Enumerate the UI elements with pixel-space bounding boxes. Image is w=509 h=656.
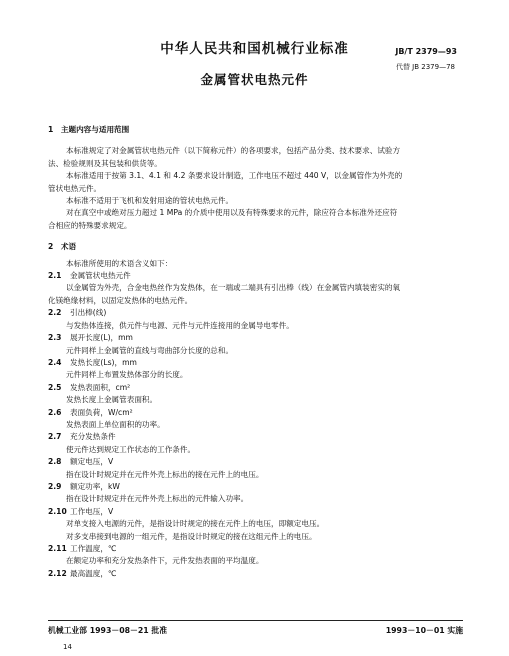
term-definition: 元件同样上金属管的直线与弯曲部分长度的总和。 xyxy=(66,345,234,355)
term-2-7: 2.7 充分发热条件 xyxy=(48,432,116,442)
term-2-4: 2.4 发热长度(Ls)，mm xyxy=(48,357,137,367)
approval-date: 机械工业部 1993－08－21 批准 xyxy=(48,626,168,635)
term-2-1: 2.1 金属管状电热元件 xyxy=(48,271,131,281)
paragraph: 法、检验规则及其包装和供货等。 xyxy=(48,158,162,168)
paragraph: 本标准不适用于飞机和发射用途的管状电热元件。 xyxy=(66,196,234,206)
standard-number: JB/T 2379—93 xyxy=(395,47,457,56)
implementation-date: 1993－10－01 实施 xyxy=(385,626,463,635)
term-definition: 发热长度上金属管表面积。 xyxy=(66,395,158,405)
term-definition: 指在设计时规定并在元件外壳上标出的接在元件上的电压。 xyxy=(66,469,264,479)
term-definition: 使元件达到规定工作状态的工作条件。 xyxy=(66,444,196,454)
org-title: 中华人民共和国机械行业标准 xyxy=(160,41,349,57)
term-2-11: 2.11 工作温度，℃ xyxy=(48,544,117,553)
term-definition: 对多支串接到电源的一组元件，是指设计时规定的接在这组元件上的电压。 xyxy=(66,531,317,541)
page-number: 14 xyxy=(63,643,72,651)
replaces-standard: 代替 JB 2379—78 xyxy=(395,63,455,71)
term-definition: 对单支接入电源的元件，是指设计时规定的接在元件上的电压，即额定电压。 xyxy=(66,519,325,529)
term-2-3: 2.3 展开长度(L)，mm xyxy=(48,333,133,343)
section-1-heading: 1 主题内容与适用范围 xyxy=(48,125,130,134)
paragraph: 管状电热元件。 xyxy=(48,183,102,193)
term-definition: 指在设计时规定并在元件外壳上标出的元件输入功率。 xyxy=(66,494,249,504)
paragraph: 本标准所使用的术语含义如下： xyxy=(66,258,173,268)
term-2-2: 2.2 引出棒(线) xyxy=(48,308,107,318)
term-2-9: 2.9 额定功率，kW xyxy=(48,481,120,491)
term-definition: 元件同样上布置发热体部分的长度。 xyxy=(66,370,188,380)
paragraph: 合相应的特殊要求规定。 xyxy=(48,220,132,230)
term-definition: 发热表面上单位面积的功率。 xyxy=(66,419,165,429)
paragraph: 本标准适用于按第 3.1、4.1 和 4.2 条要求设计制造，工作电压不超过 440 V，以金属管作为外壳的 xyxy=(66,171,403,181)
footer xyxy=(48,620,463,635)
term-definition: 化镁绝缘材料，以固定发热体的电热元件。 xyxy=(48,295,193,305)
section-2-heading: 2 术语 xyxy=(48,242,77,252)
term-definition: 与发热体连接，供元件与电源、元件与元件连接用的金属导电零件。 xyxy=(66,320,294,330)
paragraph: 本标准规定了对金属管状电热元件（以下简称元件）的各项要求，包括产品分类、技术要求、试验方 xyxy=(66,146,401,156)
document-body xyxy=(48,124,458,580)
term-2-8: 2.8 额定电压，V xyxy=(48,457,114,467)
term-2-12: 2.12 最高温度，℃ xyxy=(48,568,117,578)
term-definition: 在额定功率和充分发热条件下，元件发热表面的平均温度。 xyxy=(66,556,264,566)
document-title: 金属管状电热元件 xyxy=(200,72,309,87)
paragraph: 对在真空中或绝对压力超过 1 MPa 的介质中使用以及有特殊要求的元件，除应符合本标准外还应符 xyxy=(66,208,398,218)
term-definition: 以金属管为外壳，合金电热丝作为发热体，在一端或二端具有引出棒（线）在金属管内填装密实的氧 xyxy=(66,283,401,293)
term-2-6: 2.6 表面负荷，W/cm² xyxy=(48,407,133,417)
term-2-10: 2.10 工作电压，V xyxy=(48,506,114,516)
term-2-5: 2.5 发热表面积，cm² xyxy=(48,382,131,392)
